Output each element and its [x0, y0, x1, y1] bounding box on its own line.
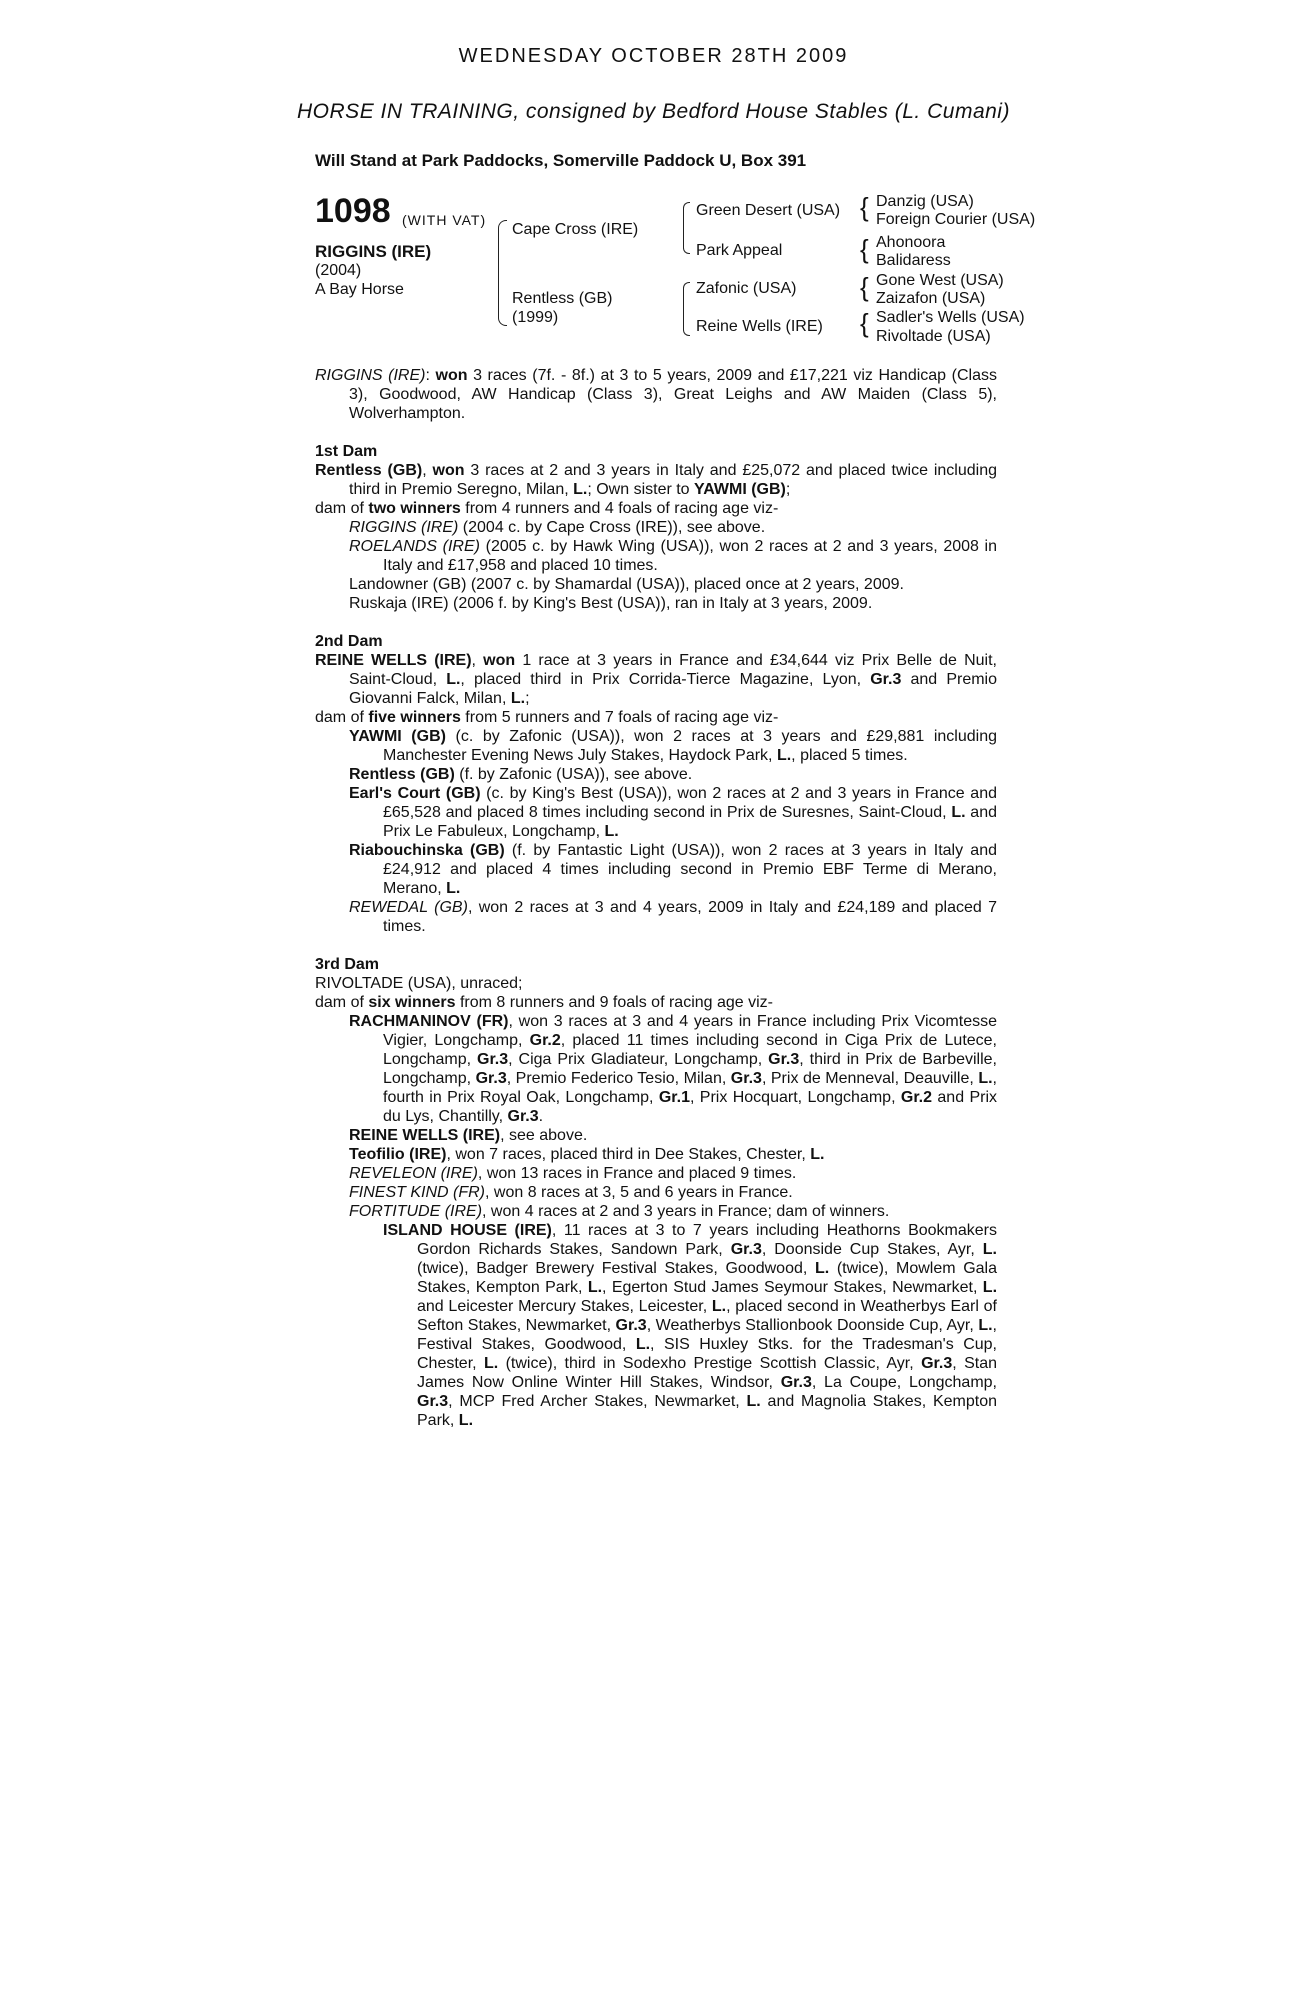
- produce-item: Rentless (GB) (f. by Zafonic (USA)), see above.: [349, 766, 693, 783]
- first-dam-produce-summary: dam of two winners from 4 runners and 4 foals of racing age viz-: [315, 500, 779, 517]
- g3-5: Gone West (USA): [876, 272, 1004, 289]
- produce-item: Teofilio (IRE), won 7 races, placed third in Dee Stakes, Chester, L.: [349, 1146, 825, 1163]
- produce-item: Ruskaja (IRE) (2006 f. by King's Best (USA)), ran in Italy at 3 years, 2009.: [349, 595, 873, 612]
- produce-item: FORTITUDE (IRE), won 4 races at 2 and 3 years in France; dam of winners.: [349, 1203, 890, 1220]
- g3-3: Ahonoora: [876, 234, 946, 251]
- produce-item: FINEST KIND (FR), won 8 races at 3, 5 and 6 years in France.: [349, 1184, 793, 1201]
- produce-item: RACHMANINOV (FR), won 3 races at 3 and 4 years in France including Prix Vicomtesse Vigier, Longchamp, Gr.2, placed 11 times including second in Ciga Prix de Lutece, Longchamp, Gr.3, Ciga Prix Gladiateur, Longchamp, Gr.3, third in Prix de Barbeville, Longchamp, Gr.3, Premio Federico Tesio, Milan, Gr.3, Prix de Menneval, Deauville, L., fourth in Prix Royal Oak, Longchamp, Gr.1, Prix Hocquart, Longchamp, Gr.2 and Prix du Lys, Chantilly, Gr.3.: [349, 1013, 998, 1125]
- second-dam-section: [315, 632, 997, 936]
- second-dam-produce-summary: dam of five winners from 5 runners and 7 foals of racing age viz-: [315, 709, 779, 726]
- consignment-line: HORSE IN TRAINING, consigned by Bedford House Stables (L. Cumani): [297, 100, 1010, 123]
- horse-name: RIGGINS (IRE): [315, 242, 432, 261]
- g3-4: Balidaress: [876, 252, 951, 269]
- pedigree-bracket-1: [498, 220, 507, 326]
- produce-item: Riabouchinska (GB) (f. by Fantastic Light (USA)), won 2 races at 3 years in Italy and £24,912 and placed 4 times including second in Premio EBF Terme di Merano, Merano, L.: [349, 842, 998, 897]
- third-dam-record: RIVOLTADE (USA), unraced;: [315, 975, 523, 992]
- produce-item: REVELEON (IRE), won 13 races in France and placed 9 times.: [349, 1165, 797, 1182]
- sale-date: WEDNESDAY OCTOBER 28TH 2009: [458, 45, 849, 67]
- horse-description: A Bay Horse: [315, 281, 404, 298]
- race-summary: [315, 366, 997, 423]
- vat-note: (WITH VAT): [402, 212, 487, 228]
- g3-8: Rivoltade (USA): [876, 328, 991, 345]
- third-dam-section: [315, 955, 997, 1430]
- first-dam-record: Rentless (GB), won 3 races at 2 and 3 years in Italy and £25,072 and placed twice including third in Premio Seregno, Milan, L.; Own sister to YAWMI (GB);: [315, 462, 997, 498]
- g3-1: Danzig (USA): [876, 193, 974, 210]
- produce-item: Landowner (GB) (2007 c. by Shamardal (USA)), placed once at 2 years, 2009.: [349, 576, 904, 593]
- g3-2: Foreign Courier (USA): [876, 211, 1036, 228]
- g3-7: Sadler's Wells (USA): [876, 309, 1025, 326]
- pedigree-bracket-2: [683, 202, 690, 254]
- summary-horse-name: RIGGINS (IRE): [315, 367, 426, 384]
- first-dam-heading: 1st Dam: [315, 443, 378, 460]
- dam-year: (1999): [512, 309, 559, 326]
- g3-6: Zaizafon (USA): [876, 290, 986, 307]
- dam: Rentless (GB): [512, 290, 613, 307]
- pedigree-brace-3: {: [860, 272, 869, 302]
- summary-won: won: [435, 367, 468, 384]
- produce-item: YAWMI (GB) (c. by Zafonic (USA)), won 2 races at 3 years and £29,881 including Manchester Evening News July Stakes, Haydock Park, L., placed 5 times.: [349, 728, 998, 764]
- sire-dam: Park Appeal: [696, 242, 783, 259]
- second-dam-record: REINE WELLS (IRE), won 1 race at 3 years in France and £34,644 viz Prix Belle de Nuit, Saint-Cloud, L., placed third in Prix Corrida-Tierce Magazine, Lyon, Gr.3 and Premio Giovanni Falck, Milan, L.;: [315, 652, 997, 707]
- pedigree-brace-4: {: [860, 308, 869, 338]
- third-dam-produce-summary: dam of six winners from 8 runners and 9 foals of racing age viz-: [315, 994, 774, 1011]
- pedigree-brace-2: {: [860, 234, 869, 264]
- sire-sire: Green Desert (USA): [696, 202, 841, 219]
- lot-number: 1098: [315, 192, 391, 230]
- produce-item: ROELANDS (IRE) (2005 c. by Hawk Wing (USA)), won 2 races at 2 and 3 years, 2008 in Italy and £17,958 and placed 10 times.: [349, 538, 997, 574]
- horse-year: (2004): [315, 262, 362, 279]
- second-dam-heading: 2nd Dam: [315, 633, 383, 650]
- summary-text: 3 races (7f. - 8f.) at 3 to 5 years, 2009 and £17,221 viz Handicap (Class 3), Goodwood, AW Handicap (Class 3), Great Leighs and AW Maiden (Class 5), Wolverhampton.: [349, 367, 997, 422]
- produce-item: REINE WELLS (IRE), see above.: [349, 1127, 588, 1144]
- grand-produce-item: ISLAND HOUSE (IRE), 11 races at 3 to 7 years including Heathorns Bookmakers Gordon Richards Stakes, Sandown Park, Gr.3, Doonside Cup Stakes, Ayr, L. (twice), Badger Brewery Festival Stakes, Goodwood, L. (twice), Mowlem Gala Stakes, Kempton Park, L., Egerton Stud James Seymour Stakes, Newmarket, L. and Leicester Mercury Stakes, Leicester, L., placed second in Weatherbys Earl of Sefton Stakes, Newmarket, Gr.3, Weatherbys Stallionbook Doonside Cup, Ayr, L., Festival Stakes, Goodwood, L., SIS Huxley Stks. for the Tradesman's Cup, Chester, L. (twice), third in Sodexho Prestige Scottish Classic, Ayr, Gr.3, Stan James Now Online Winter Hill Stakes, Windsor, Gr.3, La Coupe, Longchamp, Gr.3, MCP Fred Archer Stakes, Newmarket, L. and Magnolia Stakes, Kempton Park, L.: [383, 1222, 998, 1429]
- sire: Cape Cross (IRE): [512, 221, 639, 238]
- third-dam-heading: 3rd Dam: [315, 956, 380, 973]
- pedigree-brace-1: {: [860, 192, 869, 222]
- pedigree-bracket-3: [683, 282, 690, 336]
- dam-dam: Reine Wells (IRE): [696, 318, 823, 335]
- first-dam-section: [315, 442, 997, 613]
- produce-item: RIGGINS (IRE) (2004 c. by Cape Cross (IRE)), see above.: [349, 519, 766, 536]
- stand-location: Will Stand at Park Paddocks, Somerville Paddock U, Box 391: [315, 151, 807, 170]
- produce-item: Earl's Court (GB) (c. by King's Best (USA)), won 2 races at 2 and 3 years in France and £65,528 and placed 8 times including second in Prix de Suresnes, Saint-Cloud, L. and Prix Le Fabuleux, Longchamp, L.: [349, 785, 998, 840]
- dam-sire: Zafonic (USA): [696, 280, 797, 297]
- produce-item: REWEDAL (GB), won 2 races at 3 and 4 years, 2009 in Italy and £24,189 and placed 7 times.: [349, 899, 997, 935]
- summary-text: :: [425, 367, 436, 384]
